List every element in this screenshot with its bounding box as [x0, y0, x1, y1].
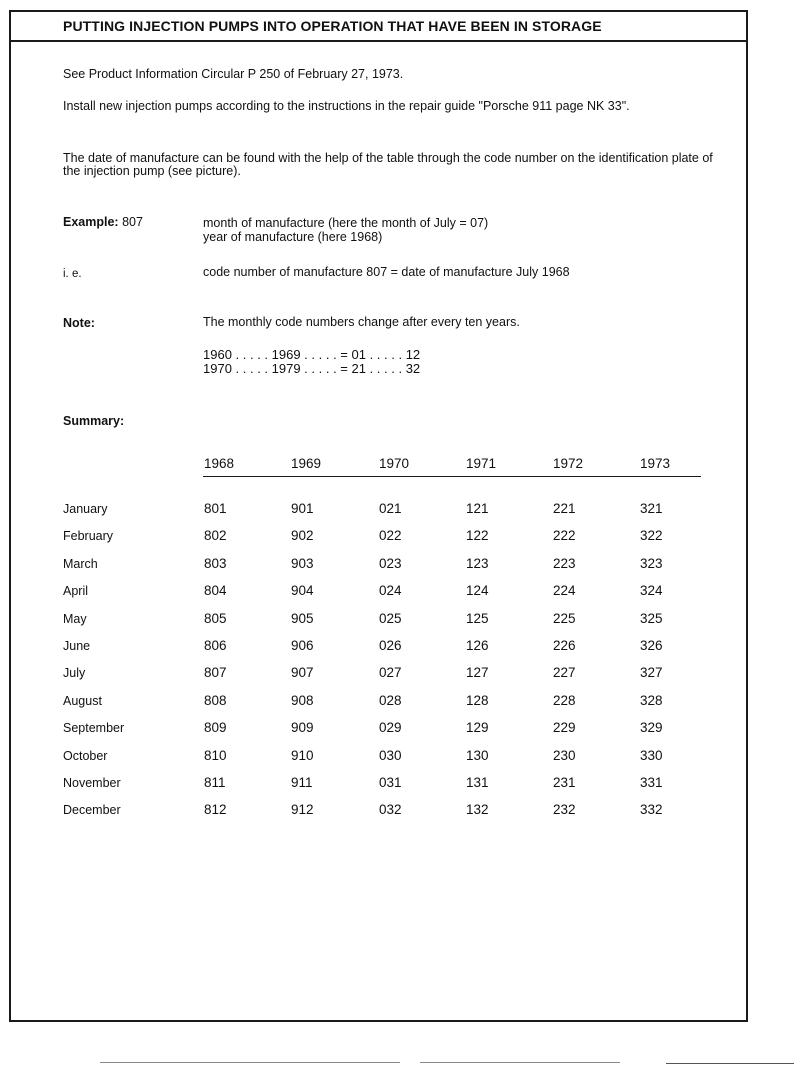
example-line-month: month of manufacture (here the month of July = 07) — [203, 216, 489, 230]
code-cell: 125 — [466, 611, 489, 626]
month-label: October — [63, 749, 108, 763]
code-cell: 803 — [204, 556, 227, 571]
code-cell: 223 — [553, 556, 576, 571]
code-cell: 122 — [466, 528, 489, 543]
code-cell: 325 — [640, 611, 663, 626]
year-header: 1969 — [291, 456, 322, 471]
month-label: March — [63, 557, 98, 571]
paragraph-date-of-manufacture: The date of manufacture can be found with the help of the table through the code number on the identification plate of the injection pump (see picture). — [63, 151, 713, 178]
month-label: February — [63, 529, 114, 543]
code-cell: 328 — [640, 693, 663, 708]
code-cell: 904 — [291, 583, 314, 598]
code-cell: 231 — [553, 775, 576, 790]
code-cell: 324 — [640, 583, 663, 598]
code-cell: 022 — [379, 528, 402, 543]
code-cell: 327 — [640, 665, 663, 680]
code-cell: 127 — [466, 665, 489, 680]
code-cell: 126 — [466, 638, 489, 653]
example-label-text: Example: — [63, 215, 119, 229]
code-cell: 031 — [379, 775, 402, 790]
code-cell: 912 — [291, 802, 314, 817]
year-header: 1970 — [379, 456, 410, 471]
document-title: PUTTING INJECTION PUMPS INTO OPERATION THAT HAVE BEEN IN STORAGE — [11, 12, 746, 42]
code-cell: 023 — [379, 556, 402, 571]
scan-edge-line — [100, 1062, 400, 1063]
code-cell: 028 — [379, 693, 402, 708]
code-cell: 809 — [204, 720, 227, 735]
month-label: April — [63, 584, 89, 598]
code-cell: 902 — [291, 528, 314, 543]
code-cell: 322 — [640, 528, 663, 543]
scan-edge-line — [420, 1062, 620, 1063]
code-cell: 032 — [379, 802, 402, 817]
note-label: Note: — [63, 316, 95, 330]
code-cell: 029 — [379, 720, 402, 735]
year-header: 1972 — [553, 456, 584, 471]
code-cell: 907 — [291, 665, 314, 680]
code-cell: 326 — [640, 638, 663, 653]
summary-label: Summary: — [63, 414, 125, 428]
code-cell: 901 — [291, 501, 314, 516]
code-cell: 226 — [553, 638, 576, 653]
code-cell: 221 — [553, 501, 576, 516]
code-cell: 227 — [553, 665, 576, 680]
example-label — [63, 215, 143, 229]
code-cell: 910 — [291, 748, 314, 763]
code-cell: 027 — [379, 665, 402, 680]
month-label: January — [63, 502, 108, 516]
code-cell: 225 — [553, 611, 576, 626]
code-cell: 128 — [466, 693, 489, 708]
code-cell: 024 — [379, 583, 402, 598]
code-cell: 811 — [204, 775, 226, 790]
code-cell: 232 — [553, 802, 576, 817]
code-cell: 021 — [379, 501, 402, 516]
code-cell: 132 — [466, 802, 489, 817]
code-cell: 124 — [466, 583, 489, 598]
code-cell: 329 — [640, 720, 663, 735]
month-label: September — [63, 721, 125, 735]
month-label: July — [63, 666, 86, 680]
code-cell: 224 — [553, 583, 576, 598]
code-cell: 905 — [291, 611, 314, 626]
code-cell: 804 — [204, 583, 227, 598]
example-code: 807 — [122, 215, 143, 229]
code-cell: 808 — [204, 693, 227, 708]
code-cell: 026 — [379, 638, 402, 653]
ie-label: i. e. — [63, 268, 82, 280]
code-cell: 806 — [204, 638, 227, 653]
code-cell: 805 — [204, 611, 227, 626]
paragraph-circular: See Product Information Circular P 250 of February 27, 1973. — [63, 67, 404, 81]
code-cell: 812 — [204, 802, 227, 817]
code-cell: 228 — [553, 693, 576, 708]
code-cell: 121 — [466, 501, 489, 516]
paragraph-install: Install new injection pumps according to the instructions in the repair guide "Porsche 911 page NK 33". — [63, 99, 630, 113]
note-range-1970s: 1970 . . . . . 1979 . . . . . = 21 . . . . . 32 — [203, 361, 421, 376]
code-cell: 911 — [291, 775, 313, 790]
code-cell: 802 — [204, 528, 227, 543]
code-cell: 323 — [640, 556, 663, 571]
code-cell: 025 — [379, 611, 402, 626]
code-cell: 222 — [553, 528, 576, 543]
month-label: August — [63, 694, 102, 708]
example-line-year: year of manufacture (here 1968) — [203, 230, 383, 244]
code-cell: 129 — [466, 720, 489, 735]
code-cell: 130 — [466, 748, 489, 763]
note-text: The monthly code numbers change after every ten years. — [203, 315, 520, 329]
month-label: November — [63, 776, 121, 790]
code-cell: 030 — [379, 748, 402, 763]
month-label: December — [63, 803, 121, 817]
code-cell: 908 — [291, 693, 314, 708]
note-range-1960s: 1960 . . . . . 1969 . . . . . = 01 . . . . . 12 — [203, 347, 421, 362]
code-cell: 330 — [640, 748, 663, 763]
table-header-rule — [203, 476, 701, 477]
code-cell: 903 — [291, 556, 314, 571]
code-cell: 807 — [204, 665, 227, 680]
year-header: 1973 — [640, 456, 671, 471]
code-cell: 909 — [291, 720, 314, 735]
code-cell: 321 — [640, 501, 663, 516]
code-cell: 906 — [291, 638, 314, 653]
year-header: 1968 — [204, 456, 235, 471]
code-cell: 331 — [640, 775, 663, 790]
code-cell: 230 — [553, 748, 576, 763]
code-cell: 332 — [640, 802, 663, 817]
code-cell: 131 — [466, 775, 489, 790]
document-frame — [9, 10, 748, 1022]
code-cell: 123 — [466, 556, 489, 571]
month-label: June — [63, 639, 91, 653]
year-header: 1971 — [466, 456, 497, 471]
scan-edge-line — [666, 1063, 794, 1064]
month-label: May — [63, 612, 87, 626]
code-cell: 229 — [553, 720, 576, 735]
code-cell: 801 — [204, 501, 227, 516]
ie-text: code number of manufacture 807 = date of manufacture July 1968 — [203, 265, 570, 279]
code-cell: 810 — [204, 748, 227, 763]
